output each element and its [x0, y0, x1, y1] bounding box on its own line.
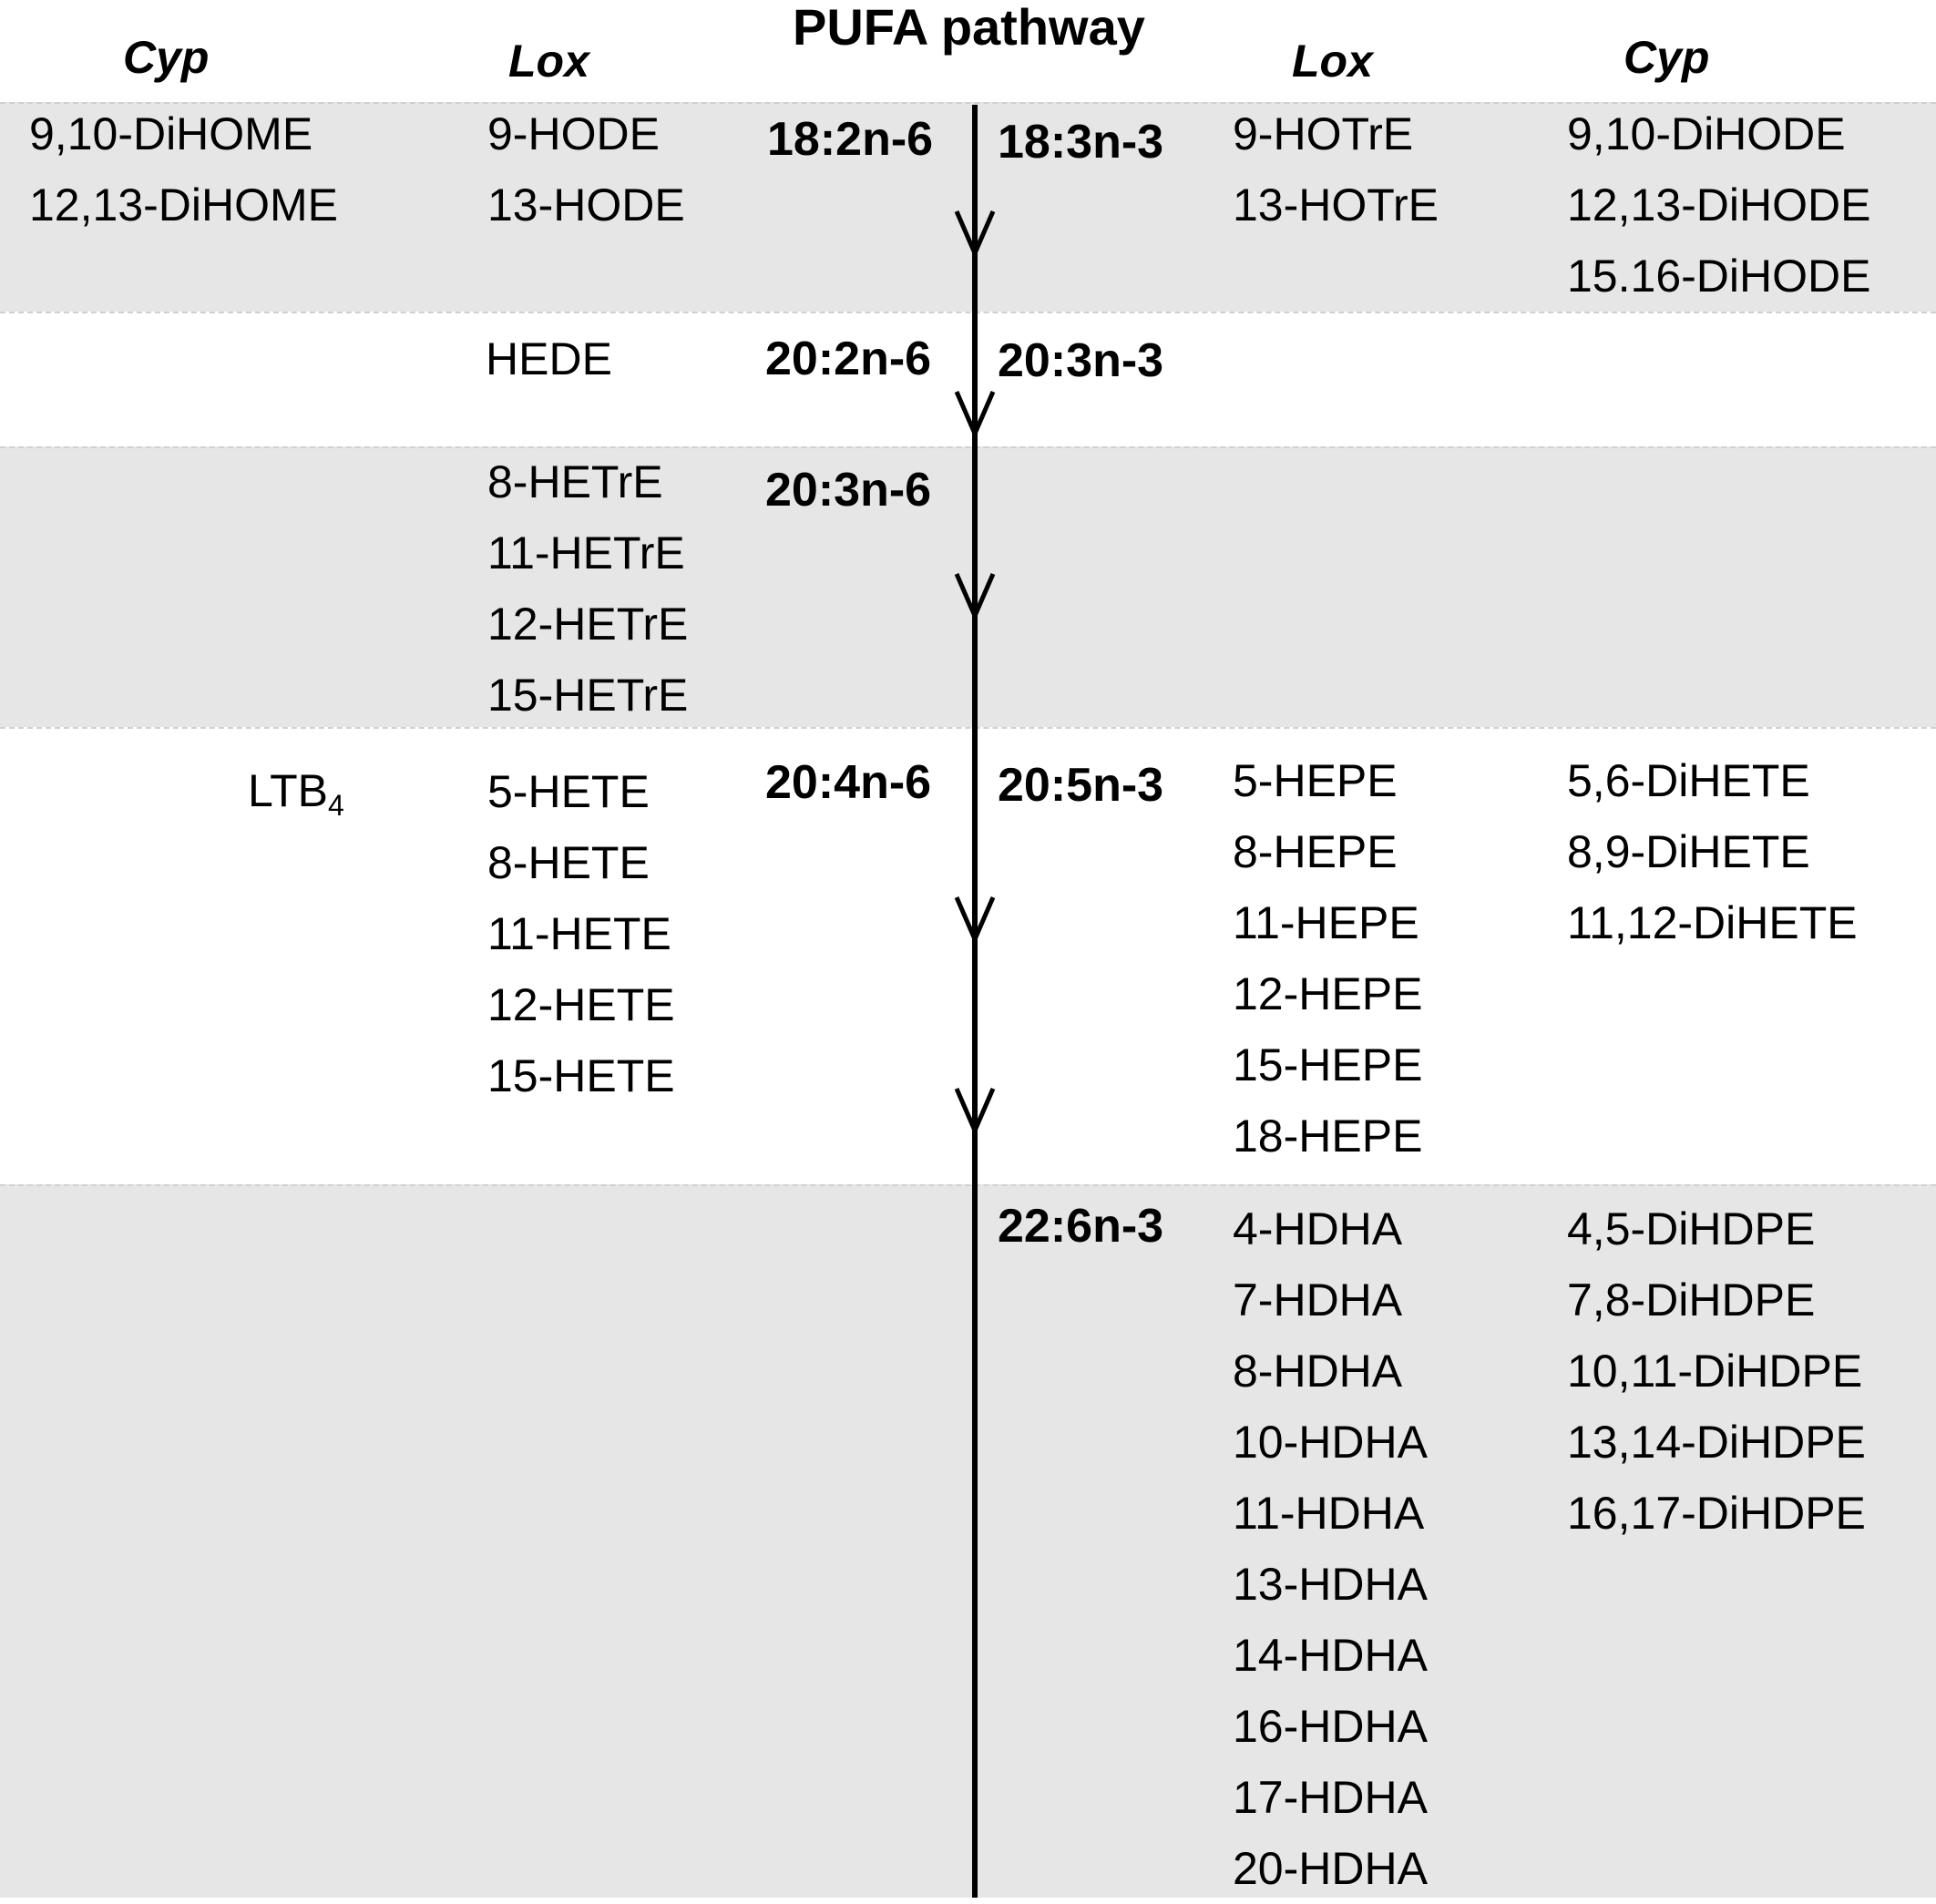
metabolite: 9-HOTrE [1233, 108, 1414, 159]
metabolite: 8-HDHA [1233, 1346, 1403, 1397]
list-cyp-18-3n3 [1567, 98, 1870, 312]
ltb4-label [248, 765, 344, 822]
list-cyp-22-6n3 [1567, 1193, 1866, 1549]
header-right-cyp: Cyp [1624, 32, 1710, 83]
metabolite: 8-HETrE [487, 456, 663, 507]
metabolite: 16-HDHA [1233, 1701, 1428, 1752]
metabolite: 12-HETE [487, 979, 675, 1030]
metabolite: 5-HEPE [1233, 755, 1398, 806]
metabolite: 18-HEPE [1233, 1111, 1423, 1162]
metabolite: 9-HODE [487, 108, 660, 159]
list-lox-18-3n3 [1233, 98, 1439, 241]
ltb-subscript: 4 [328, 789, 344, 822]
fatty-acid-20-3n6: 20:3n-6 [765, 464, 932, 517]
metabolite: 13-HOTrE [1233, 179, 1439, 230]
metabolite: 4-HDHA [1233, 1203, 1403, 1254]
metabolite: 11-HETE [487, 908, 671, 959]
metabolite: 13-HDHA [1233, 1559, 1428, 1610]
fatty-acid-20-2n6: 20:2n-6 [765, 333, 932, 385]
metabolite: 13-HODE [487, 179, 685, 230]
metabolite: 5,6-DiHETE [1567, 755, 1810, 806]
metabolite: 10,11-DiHDPE [1567, 1346, 1863, 1397]
metabolite: 11-HDHA [1233, 1488, 1425, 1539]
fatty-acid-20-4n6: 20:4n-6 [765, 756, 932, 809]
metabolite: 16,17-DiHDPE [1567, 1488, 1866, 1539]
metabolite: 15-HEPE [1233, 1039, 1423, 1090]
metabolite: 13,14-DiHDPE [1567, 1417, 1866, 1468]
metabolite: 15-HETrE [487, 670, 689, 721]
fatty-acid-20-3n3: 20:3n-3 [998, 334, 1164, 387]
metabolite: 20-HDHA [1233, 1843, 1428, 1894]
metabolite: 9,10-DiHODE [1567, 108, 1846, 159]
metabolite: 7,8-DiHDPE [1567, 1274, 1816, 1326]
list-lox-20-4n6 [487, 756, 675, 1111]
list-lox-18-2n6 [487, 98, 685, 241]
metabolite: 11,12-DiHETE [1567, 897, 1858, 948]
metabolite: 5-HETE [487, 766, 650, 817]
metabolite: 10-HDHA [1233, 1417, 1428, 1468]
list-lox-20-2n6 [486, 323, 612, 394]
metabolite: 11-HETrE [487, 527, 685, 578]
metabolite: 14-HDHA [1233, 1630, 1428, 1681]
diagram-title: PUFA pathway [793, 0, 1145, 56]
metabolite: 12-HEPE [1233, 968, 1423, 1019]
list-lox-20-5n3 [1233, 745, 1422, 1172]
metabolite: 15.16-DiHODE [1567, 251, 1871, 302]
metabolite: 17-HDHA [1233, 1772, 1428, 1823]
metabolite: 8-HEPE [1233, 826, 1398, 877]
fatty-acid-18-2n6: 18:2n-6 [767, 113, 934, 166]
metabolite: 4,5-DiHDPE [1567, 1203, 1816, 1254]
metabolite: 7-HDHA [1233, 1274, 1403, 1326]
metabolite: HEDE [486, 333, 612, 384]
metabolite: 12,13-DiHOME [29, 179, 338, 230]
list-cyp-18-2n6 [29, 98, 338, 241]
metabolite: 15-HETE [487, 1050, 675, 1101]
fatty-acid-18-3n3: 18:3n-3 [998, 116, 1164, 169]
list-lox-22-6n3 [1233, 1193, 1428, 1904]
metabolite: 12,13-DiHODE [1567, 179, 1871, 230]
metabolite: 8,9-DiHETE [1567, 826, 1810, 877]
metabolite: 12-HETrE [487, 599, 689, 650]
fatty-acid-20-5n3: 20:5n-3 [998, 759, 1164, 812]
header-left-cyp: Cyp [123, 32, 210, 83]
header-left-lox: Lox [508, 36, 589, 87]
list-cyp-20-5n3 [1567, 745, 1858, 958]
metabolite: 11-HEPE [1233, 897, 1419, 948]
metabolite: 9,10-DiHOME [29, 108, 313, 159]
fatty-acid-22-6n3: 22:6n-3 [998, 1200, 1164, 1253]
list-lox-20-3n6 [487, 446, 688, 731]
header-right-lox: Lox [1292, 36, 1373, 87]
ltb-text: LTB [248, 765, 328, 816]
metabolite: 8-HETE [487, 837, 650, 888]
